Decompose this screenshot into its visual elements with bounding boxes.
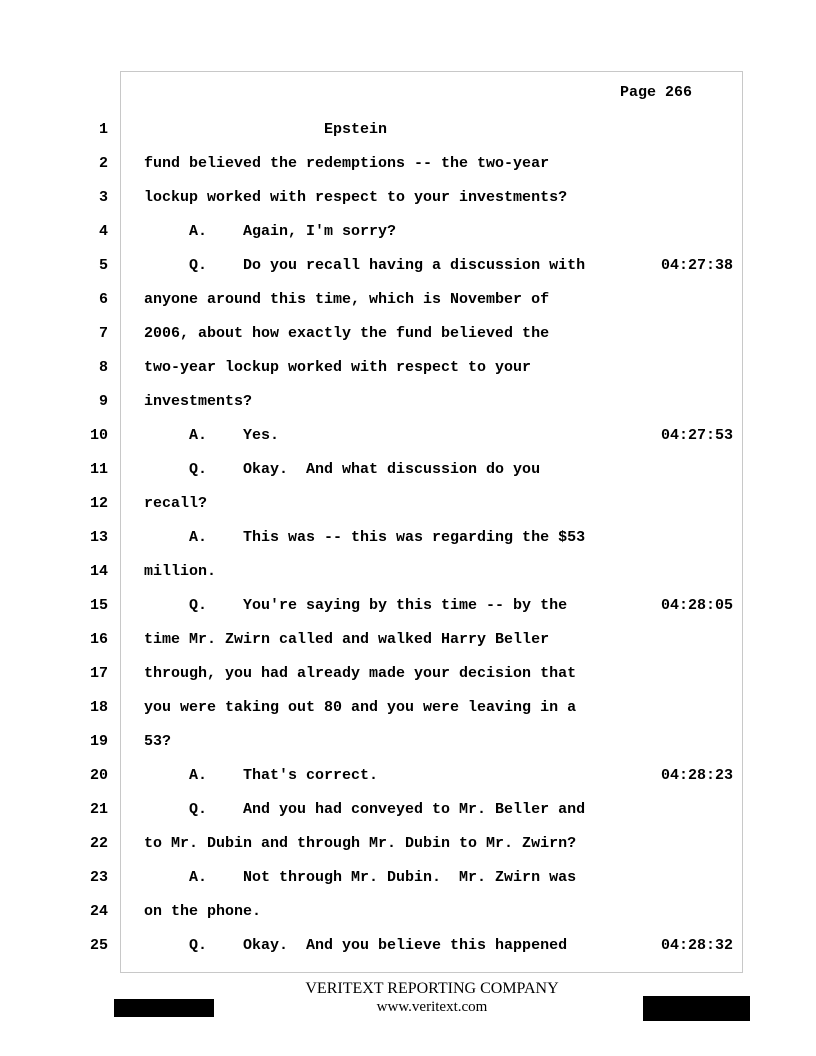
transcript-line <box>0 800 816 834</box>
transcript-line <box>0 290 816 324</box>
transcript-line <box>0 460 816 494</box>
line-number: 12 <box>89 495 108 512</box>
line-number: 5 <box>98 257 108 274</box>
line-text: through, you had already made your decision that <box>144 665 577 682</box>
line-number: 21 <box>89 801 108 818</box>
line-number: 6 <box>98 291 108 308</box>
line-text: A. Again, I'm sorry? <box>144 223 397 240</box>
line-number: 22 <box>89 835 108 852</box>
transcript-line <box>0 188 816 222</box>
line-number: 8 <box>98 359 108 376</box>
transcript-line <box>0 222 816 256</box>
line-text: on the phone. <box>144 903 262 920</box>
redaction-block-right <box>643 996 750 1021</box>
transcript-line <box>0 324 816 358</box>
line-number: 14 <box>89 563 108 580</box>
line-timestamp: 04:28:23 <box>661 767 734 784</box>
transcript-line <box>0 732 816 766</box>
line-text: 2006, about how exactly the fund believed the <box>144 325 550 342</box>
transcript-line <box>0 120 816 154</box>
line-number: 10 <box>89 427 108 444</box>
line-number: 23 <box>89 869 108 886</box>
transcript-line <box>0 698 816 732</box>
line-text: anyone around this time, which is November of <box>144 291 550 308</box>
line-text: Q. You're saying by this time -- by the <box>144 597 568 614</box>
transcript-line <box>0 630 816 664</box>
line-number: 7 <box>98 325 108 342</box>
line-number: 15 <box>89 597 108 614</box>
line-text: Q. Okay. And you believe this happened <box>144 937 568 954</box>
line-text: A. This was -- this was regarding the $53 <box>144 529 586 546</box>
line-text: 53? <box>144 733 172 750</box>
line-number: 17 <box>89 665 108 682</box>
line-number: 2 <box>98 155 108 172</box>
line-number: 24 <box>89 903 108 920</box>
transcript-line <box>0 766 816 800</box>
transcript-line <box>0 358 816 392</box>
line-number: 9 <box>98 393 108 410</box>
line-text: investments? <box>144 393 253 410</box>
transcript-line <box>0 902 816 936</box>
line-text: recall? <box>144 495 208 512</box>
transcript-line <box>0 392 816 426</box>
transcript-line <box>0 562 816 596</box>
footer-website: www.veritext.com <box>376 999 488 1015</box>
line-text: you were taking out 80 and you were leaving in a <box>144 699 577 716</box>
line-text: fund believed the redemptions -- the two-year <box>144 155 550 172</box>
line-text: million. <box>144 563 217 580</box>
transcript-line <box>0 494 816 528</box>
redaction-block-left <box>114 999 214 1017</box>
line-number: 16 <box>89 631 108 648</box>
line-number: 11 <box>89 461 108 478</box>
transcript-line <box>0 834 816 868</box>
line-number: 19 <box>89 733 108 750</box>
line-timestamp: 04:28:05 <box>661 597 734 614</box>
line-timestamp: 04:27:38 <box>661 257 734 274</box>
line-text: A. Yes. <box>144 427 280 444</box>
footer-company-name: VERITEXT REPORTING COMPANY <box>305 980 559 997</box>
line-text: lockup worked with respect to your investments? <box>144 189 568 206</box>
page-number: Page 266 <box>620 84 693 101</box>
line-number: 18 <box>89 699 108 716</box>
transcript-line <box>0 596 816 630</box>
line-text: time Mr. Zwirn called and walked Harry Beller <box>144 631 550 648</box>
line-text: Q. Do you recall having a discussion with <box>144 257 586 274</box>
line-text: A. Not through Mr. Dubin. Mr. Zwirn was <box>144 869 577 886</box>
line-text: to Mr. Dubin and through Mr. Dubin to Mr. Zwirn? <box>144 835 577 852</box>
line-number: 25 <box>89 937 108 954</box>
line-timestamp: 04:27:53 <box>661 427 734 444</box>
line-text: Q. Okay. And what discussion do you <box>144 461 541 478</box>
transcript-line <box>0 528 816 562</box>
line-text: Q. And you had conveyed to Mr. Beller and <box>144 801 586 818</box>
transcript-line <box>0 256 816 290</box>
transcript-line <box>0 426 816 460</box>
line-number: 13 <box>89 529 108 546</box>
line-text: A. That's correct. <box>144 767 379 784</box>
transcript-line <box>0 154 816 188</box>
transcript-line <box>0 936 816 970</box>
line-text: two-year lockup worked with respect to your <box>144 359 532 376</box>
line-number: 3 <box>98 189 108 206</box>
line-timestamp: 04:28:32 <box>661 937 734 954</box>
line-number: 1 <box>98 121 108 138</box>
transcript-line <box>0 868 816 902</box>
line-number: 20 <box>89 767 108 784</box>
transcript-line <box>0 664 816 698</box>
line-text: Epstein <box>144 121 388 138</box>
line-number: 4 <box>98 223 108 240</box>
